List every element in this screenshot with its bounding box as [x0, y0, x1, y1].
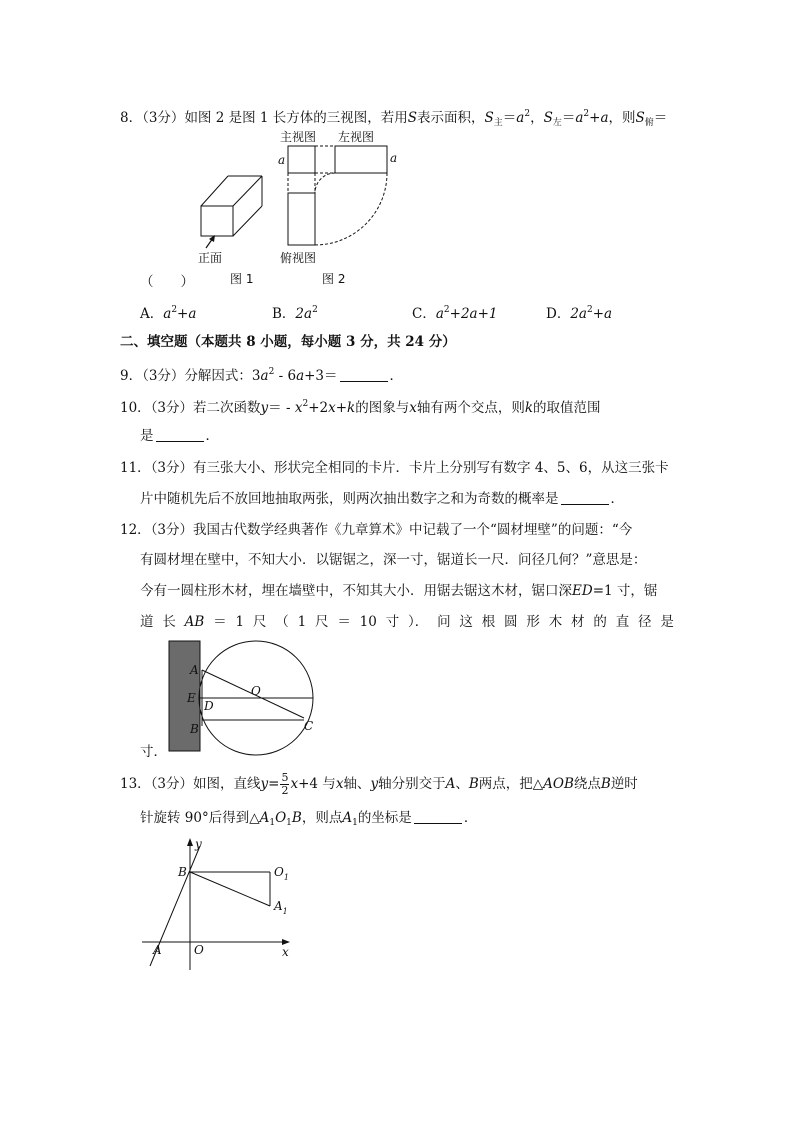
q13-line2: 针旋转 90°后得到$\triangle A_1O_1B$，则点$A_1$的坐标是 ．	[140, 810, 478, 828]
q12-line3: 今有一圆柱形木材，埋在墙壁中，不知其大小．用锯去锯这木材，锯口深ED=1 寸，锯	[140, 583, 658, 599]
y-axis-label: y	[195, 837, 202, 851]
point-a-label: A	[153, 943, 162, 957]
label-main-view: 主视图	[280, 130, 317, 144]
q12-line1: 12．（3分）我国古代数学经典著作《九章算术》中记载了一个“圆材埋壁”的问题：“今	[120, 522, 633, 538]
q8-figure	[140, 126, 440, 288]
option-c[interactable]: C．$a^2+2a+1$	[412, 305, 498, 322]
q9-answer-blank[interactable]	[340, 367, 388, 382]
q12-line5: 寸．	[140, 744, 167, 760]
q11-line1: 11．（3分）有三张大小、形状完全相同的卡片．卡片上分别写有数字 4、5、6，从这三张卡	[120, 460, 669, 476]
point-d-label: D	[204, 699, 214, 713]
point-b-label: B	[178, 865, 187, 879]
front-arrow	[206, 235, 215, 248]
label-a-left: a	[278, 153, 286, 167]
q13-figure	[138, 836, 298, 976]
point-e-label: E	[187, 691, 196, 705]
option-d[interactable]: D．$2a^2+a$	[546, 305, 613, 322]
q12-line4: 道 长 AB ＝ 1 尺 （ 1 尺 ＝ 10 寸 ）． 问 这 根 圆 形 木 材 的 直 径 是	[140, 614, 674, 630]
segment-b-a1	[190, 872, 270, 906]
q11-answer-blank[interactable]	[561, 490, 609, 505]
section-2-title: 二、填空题（本题共 8 小题，每小题 3 分，共 24 分）	[120, 334, 456, 350]
point-o-label: O	[251, 684, 261, 698]
point-o-label: O	[194, 943, 204, 957]
label-a-right: a	[390, 151, 398, 165]
label-left-view: 左视图	[338, 130, 375, 144]
option-a[interactable]: A．$a^2+a$	[140, 305, 197, 322]
cuboid-figure	[201, 176, 262, 236]
q11-line2: 片中随机先后不放回地抽取两张，则两次抽出数字之和为奇数的概率是 ．	[140, 491, 624, 507]
q8-paren: （ ）	[140, 274, 194, 290]
q12-line2: 有圆材埋在壁中，不知大小．以锯锯之，深一寸，锯道长一尺．问径几何？”意思是：	[140, 552, 647, 568]
q13-line1: 13．（3分）如图，直线y= $\frac{5}{2}$ x+4 与x轴、y轴分别交于A、B两点，把△AOB绕点B逆时	[120, 771, 638, 797]
x-axis-label: x	[282, 945, 289, 959]
q9: 9．（3分）分解因式：$3a^2 - 6a+3=$ ．	[120, 367, 404, 384]
fraction-5-2: $\frac{5}{2}$	[281, 771, 289, 797]
y-axis-arrow	[187, 838, 193, 846]
three-views	[288, 146, 387, 245]
point-c-label: C	[304, 719, 314, 733]
label-top-view: 俯视图	[280, 251, 317, 265]
q8-score: （3分）	[142, 110, 185, 126]
point-a1-label: $A_1$	[274, 899, 288, 916]
q10-answer-blank[interactable]	[156, 427, 204, 442]
label-front: 正面	[198, 251, 223, 265]
point-a-label: A	[190, 663, 199, 677]
label-fig2: 图 2	[322, 272, 346, 286]
q10-line2: 是 ．	[140, 428, 219, 444]
q8-number: 8．	[120, 110, 143, 126]
label-fig1: 图 1	[230, 272, 254, 286]
point-b-label: B	[190, 722, 199, 736]
q10-line1: 10．（3分）若二次函数$y= - x^2+2x+k$的图象与x轴有两个交点，则k的取值范围	[120, 399, 601, 416]
option-b[interactable]: B．$2a^2$	[272, 305, 318, 322]
q12-figure	[168, 640, 348, 756]
point-o1-label: $O_1$	[274, 865, 289, 882]
q13-answer-blank[interactable]	[414, 809, 462, 824]
q8-stem: 8．（3分）如图 2 是图 1 长方体的三视图，若用S表示面积，$S_主=a^2$，$S_左=a^2+a$，则$S_俯=$	[120, 109, 668, 128]
